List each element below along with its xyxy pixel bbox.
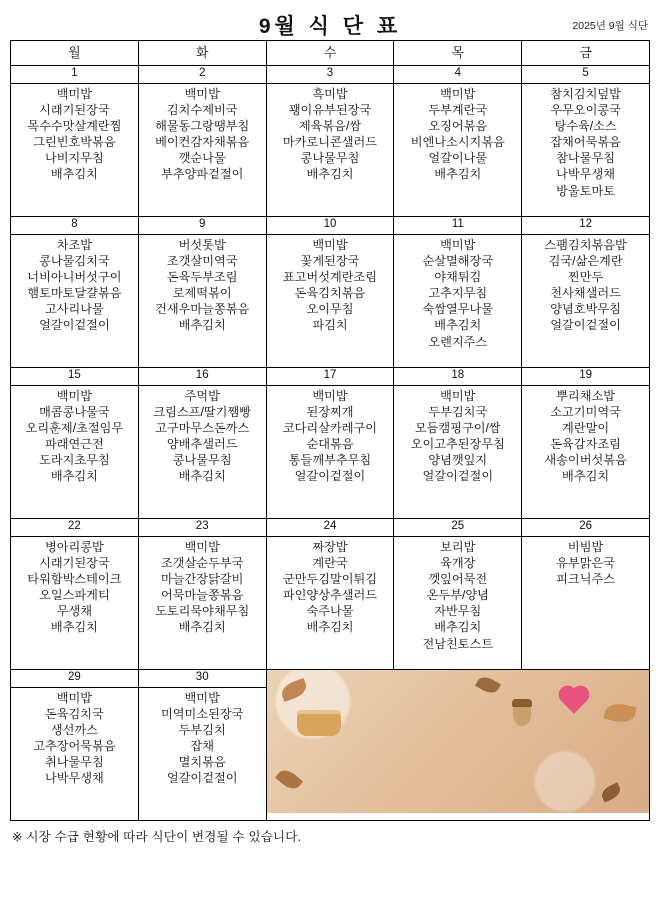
menu-item: 흑미밥	[312, 87, 348, 101]
day-number-row	[11, 217, 650, 235]
menu-item: 찐만두	[567, 270, 604, 285]
menu-item: 계란국	[312, 556, 348, 571]
menu-item: 계란말이	[562, 421, 610, 436]
day-number: 11	[394, 217, 522, 235]
menu-item: 백미밥	[440, 87, 476, 101]
table-header-row	[11, 41, 650, 66]
footer-note: ※ 시장 수급 현황에 따라 식단이 변경될 수 있습니다.	[12, 830, 302, 844]
menu-item: 뿌리채소밥	[556, 389, 616, 403]
menu-item: 얼갈이겉절이	[422, 469, 494, 484]
menu-item: 짜장밥	[312, 540, 348, 554]
menu-item: 두부김치	[178, 723, 226, 738]
menu-item: 양념깻잎지	[428, 453, 488, 468]
day-menu-cell	[394, 235, 522, 368]
menu-item: 김국/삶은계란	[548, 254, 623, 269]
day-menu-cell	[522, 386, 650, 519]
menu-item: 버섯톳밥	[178, 238, 226, 252]
day-menu-cell	[522, 235, 650, 368]
day-menu-cell	[266, 84, 394, 217]
menu-item: 참치김치덮밥	[550, 87, 621, 101]
menu-item: 건새우마늘쫑볶음	[155, 302, 250, 317]
menu-item: 나박무생채	[556, 167, 616, 182]
menu-item: 어묵마늘쫑볶음	[160, 588, 244, 603]
menu-item: 고구마무스돈까스	[155, 421, 250, 436]
day-number: 5	[522, 66, 650, 84]
menu-item: 오이무침	[306, 302, 354, 317]
menu-row	[11, 537, 650, 670]
menu-item: 고추지무침	[428, 286, 488, 301]
menu-item: 새송이버섯볶음	[544, 453, 627, 468]
menu-item: 깻순나물	[178, 151, 226, 166]
menu-item: 나박무생채	[44, 771, 104, 786]
menu-item: 꽹이유부된장국	[288, 103, 372, 118]
menu-item: 콩나물무침	[300, 151, 360, 166]
menu-item: 방울토마토	[556, 183, 616, 198]
day-menu-cell	[394, 84, 522, 217]
menu-item: 파김치	[312, 318, 348, 333]
pie-icon	[297, 710, 341, 736]
menu-item: 온두부/양념	[426, 588, 489, 603]
menu-row	[11, 84, 650, 217]
menu-item: 배추김치	[434, 318, 482, 333]
menu-item: 배추김치	[50, 469, 98, 484]
leaf-icon	[275, 766, 303, 793]
page-title: 9월 식 단 표	[258, 15, 402, 38]
day-menu-cell	[11, 235, 139, 368]
menu-item: 목수수맛살계란찜	[27, 119, 122, 134]
day-menu-cell	[266, 386, 394, 519]
menu-item: 시래기된장국	[39, 103, 110, 118]
menu-item: 숙주나물	[306, 604, 354, 619]
menu-item: 전남친토스트	[422, 636, 494, 651]
day-number: 19	[522, 368, 650, 386]
day-menu-cell	[394, 386, 522, 519]
day-number: 30	[138, 670, 266, 688]
menu-item: 배추김치	[306, 620, 354, 635]
day-number: 24	[266, 519, 394, 537]
day-number: 25	[394, 519, 522, 537]
menu-row	[11, 235, 650, 368]
day-menu-cell	[138, 84, 266, 217]
menu-item: 순대볶음	[306, 437, 354, 452]
menu-item: 배추김치	[562, 469, 610, 484]
menu-item: 표고버섯계란조림	[282, 270, 378, 285]
menu-item: 천사채샐러드	[550, 286, 621, 301]
menu-item: 파인양상추샐러드	[282, 588, 378, 603]
menu-item: 양배추샐러드	[166, 437, 238, 452]
menu-item: 백미밥	[184, 87, 220, 101]
menu-item: 타워함박스테이크	[27, 572, 122, 587]
menu-item: 도라지초무침	[39, 453, 110, 468]
menu-item: 배추김치	[50, 167, 98, 182]
menu-item: 배추김치	[178, 469, 226, 484]
menu-item: 배추김치	[178, 620, 226, 635]
column-header-mon: 월	[11, 41, 139, 66]
menu-item: 비엔나소시지볶음	[410, 135, 505, 150]
day-number: 2	[138, 66, 266, 84]
day-menu-cell	[266, 235, 394, 368]
menu-item: 너비아니버섯구이	[27, 270, 122, 285]
poster-artwork	[267, 670, 649, 813]
menu-item: 얼갈이겉절이	[294, 469, 366, 484]
menu-item: 두부계란국	[428, 103, 488, 118]
menu-item: 껫잎어묵전	[428, 572, 488, 587]
menu-item: 그린빈호박볶음	[33, 135, 116, 150]
day-menu-cell	[522, 84, 650, 217]
day-number: 10	[266, 217, 394, 235]
day-number-row	[11, 66, 650, 84]
menu-item: 고추장어묵볶음	[33, 739, 116, 754]
day-number-row	[11, 670, 650, 688]
menu-item: 병아리콩밥	[44, 540, 104, 554]
leaf-icon	[475, 673, 501, 696]
day-number: 8	[11, 217, 139, 235]
menu-item: 마카로니콘샐러드	[282, 135, 378, 150]
menu-item: 오이고추된장무침	[410, 437, 505, 452]
menu-item: 탕수육/소스	[554, 119, 617, 134]
menu-item: 백미밥	[440, 389, 476, 403]
menu-item: 얼갈이나물	[428, 151, 488, 166]
menu-item: 베이컨감자채볶음	[155, 135, 250, 150]
menu-item: 무생채	[56, 604, 93, 619]
menu-item: 부추양파겉절이	[160, 167, 244, 182]
menu-item: 오리훈제/초절임무	[25, 421, 124, 436]
menu-item: 된장찌개	[306, 405, 354, 420]
menu-item: 로제떡볶이	[172, 286, 232, 301]
menu-item: 소고기미역국	[550, 405, 621, 420]
menu-item: 얼갈이겉절이	[39, 318, 110, 333]
day-number: 1	[11, 66, 139, 84]
menu-item: 얼갈이겉절이	[166, 771, 238, 786]
page-header	[10, 8, 650, 38]
menu-item: 순살멸해장국	[422, 254, 494, 269]
column-header-wed: 수	[266, 41, 394, 66]
menu-item: 취나물무침	[44, 755, 104, 770]
day-number: 17	[266, 368, 394, 386]
menu-item: 백미밥	[312, 238, 348, 252]
menu-item: 유부맑은국	[556, 556, 616, 571]
menu-item: 마늘간장닭갈비	[160, 572, 244, 587]
day-menu-cell	[138, 386, 266, 519]
menu-item: 배추김치	[178, 318, 226, 333]
day-number: 9	[138, 217, 266, 235]
menu-item: 오일스파게티	[39, 588, 110, 603]
menu-item: 스팸김치볶음밥	[544, 238, 627, 252]
menu-item: 육개장	[440, 556, 476, 571]
menu-item: 군만두김말이튀김	[282, 572, 378, 587]
menu-item: 매콤콩나물국	[39, 405, 110, 420]
menu-item: 크림스프/딸기쨈빵	[153, 405, 251, 420]
day-number: 18	[394, 368, 522, 386]
day-menu-cell	[11, 688, 139, 821]
menu-item: 배추김치	[50, 620, 98, 635]
day-menu-cell	[138, 537, 266, 670]
menu-item: 주먹밥	[184, 389, 220, 403]
menu-item: 백미밥	[56, 691, 93, 705]
menu-item: 나비지무침	[44, 151, 104, 166]
menu-item: 돈육두부조림	[166, 270, 238, 285]
menu-item: 돈육감자조림	[550, 437, 621, 452]
menu-item: 햄토마토달걀볶음	[27, 286, 122, 301]
day-number: 23	[138, 519, 266, 537]
day-menu-cell	[138, 688, 266, 821]
heart-icon	[561, 688, 586, 713]
menu-item: 시래기된장국	[39, 556, 110, 571]
menu-item: 오렌지주스	[428, 334, 488, 349]
menu-item: 배추김치	[434, 167, 482, 182]
menu-item: 돈육김치국	[44, 707, 104, 722]
menu-item: 모듬캠핑구이/쌈	[414, 421, 501, 436]
day-number-row	[11, 519, 650, 537]
menu-item: 숙쌈열무나물	[422, 302, 494, 317]
menu-item: 배추김치	[434, 620, 482, 635]
header-note: 2025년 9월 식단	[572, 20, 648, 32]
menu-item: 제육볶음/쌈	[298, 119, 362, 134]
menu-item: 멸치볶음	[178, 755, 226, 770]
day-menu-cell	[11, 537, 139, 670]
menu-calendar-table	[10, 40, 650, 821]
day-number: 3	[266, 66, 394, 84]
menu-item: 고사리나물	[44, 302, 104, 317]
menu-item: 두부김치국	[428, 405, 488, 420]
menu-item: 백미밥	[56, 87, 93, 101]
promo-poster-cell	[266, 670, 649, 821]
day-menu-cell	[138, 235, 266, 368]
menu-item: 피크닉주스	[556, 572, 616, 587]
menu-item: 꽃게된장국	[300, 254, 360, 269]
day-number: 15	[11, 368, 139, 386]
menu-item: 통들깨부추무침	[288, 453, 372, 468]
day-number: 12	[522, 217, 650, 235]
menu-item: 김치수제비국	[166, 103, 238, 118]
menu-item: 파래연근전	[44, 437, 104, 452]
day-menu-cell	[11, 84, 139, 217]
column-header-fri: 금	[522, 41, 650, 66]
menu-item: 돈육김치볶음	[294, 286, 366, 301]
menu-item: 생선까스	[50, 723, 98, 738]
menu-item: 도토리묵야채무침	[155, 604, 250, 619]
menu-row	[11, 386, 650, 519]
day-menu-cell	[394, 537, 522, 670]
menu-item: 보리밥	[440, 540, 476, 554]
day-menu-cell	[11, 386, 139, 519]
leaf-icon	[279, 678, 309, 702]
menu-item: 조갯살순두부국	[160, 556, 244, 571]
day-number: 22	[11, 519, 139, 537]
menu-item: 배추김치	[306, 167, 354, 182]
menu-item: 얼갈이겉절이	[550, 318, 621, 333]
menu-item: 콩나물무침	[172, 453, 232, 468]
menu-item: 차조밥	[56, 238, 93, 252]
menu-item: 양념호박무침	[550, 302, 621, 317]
day-menu-cell	[266, 537, 394, 670]
menu-item: 잡채	[190, 739, 214, 754]
leaf-icon	[603, 701, 636, 725]
acorn-icon	[513, 704, 531, 726]
column-header-tue: 화	[138, 41, 266, 66]
menu-item: 미역미소된장국	[160, 707, 244, 722]
menu-item: 자반무침	[434, 604, 482, 619]
menu-item: 비빔밥	[567, 540, 604, 554]
menu-item: 콩나물김치국	[39, 254, 110, 269]
menu-item: 백미밥	[184, 691, 220, 705]
menu-item: 조갯살미역국	[166, 254, 238, 269]
menu-item: 우무오이콩국	[550, 103, 621, 118]
menu-item: 백미밥	[440, 238, 476, 252]
day-number: 4	[394, 66, 522, 84]
leaf-icon	[599, 782, 623, 802]
day-menu-cell	[522, 537, 650, 670]
menu-item: 참나물무침	[556, 151, 616, 166]
menu-item: 백미밥	[312, 389, 348, 403]
menu-item: 잡채어묵볶음	[550, 135, 621, 150]
menu-item: 백미밥	[56, 389, 93, 403]
menu-item: 야채튀김	[434, 270, 482, 285]
day-number: 16	[138, 368, 266, 386]
column-header-thu: 목	[394, 41, 522, 66]
menu-item: 코다리살카레구이	[282, 421, 378, 436]
day-number-row	[11, 368, 650, 386]
day-number: 26	[522, 519, 650, 537]
day-number: 29	[11, 670, 139, 688]
menu-item: 백미밥	[184, 540, 220, 554]
menu-item: 오징어볶음	[428, 119, 488, 134]
menu-item: 해물동그랑땡부침	[155, 119, 250, 134]
